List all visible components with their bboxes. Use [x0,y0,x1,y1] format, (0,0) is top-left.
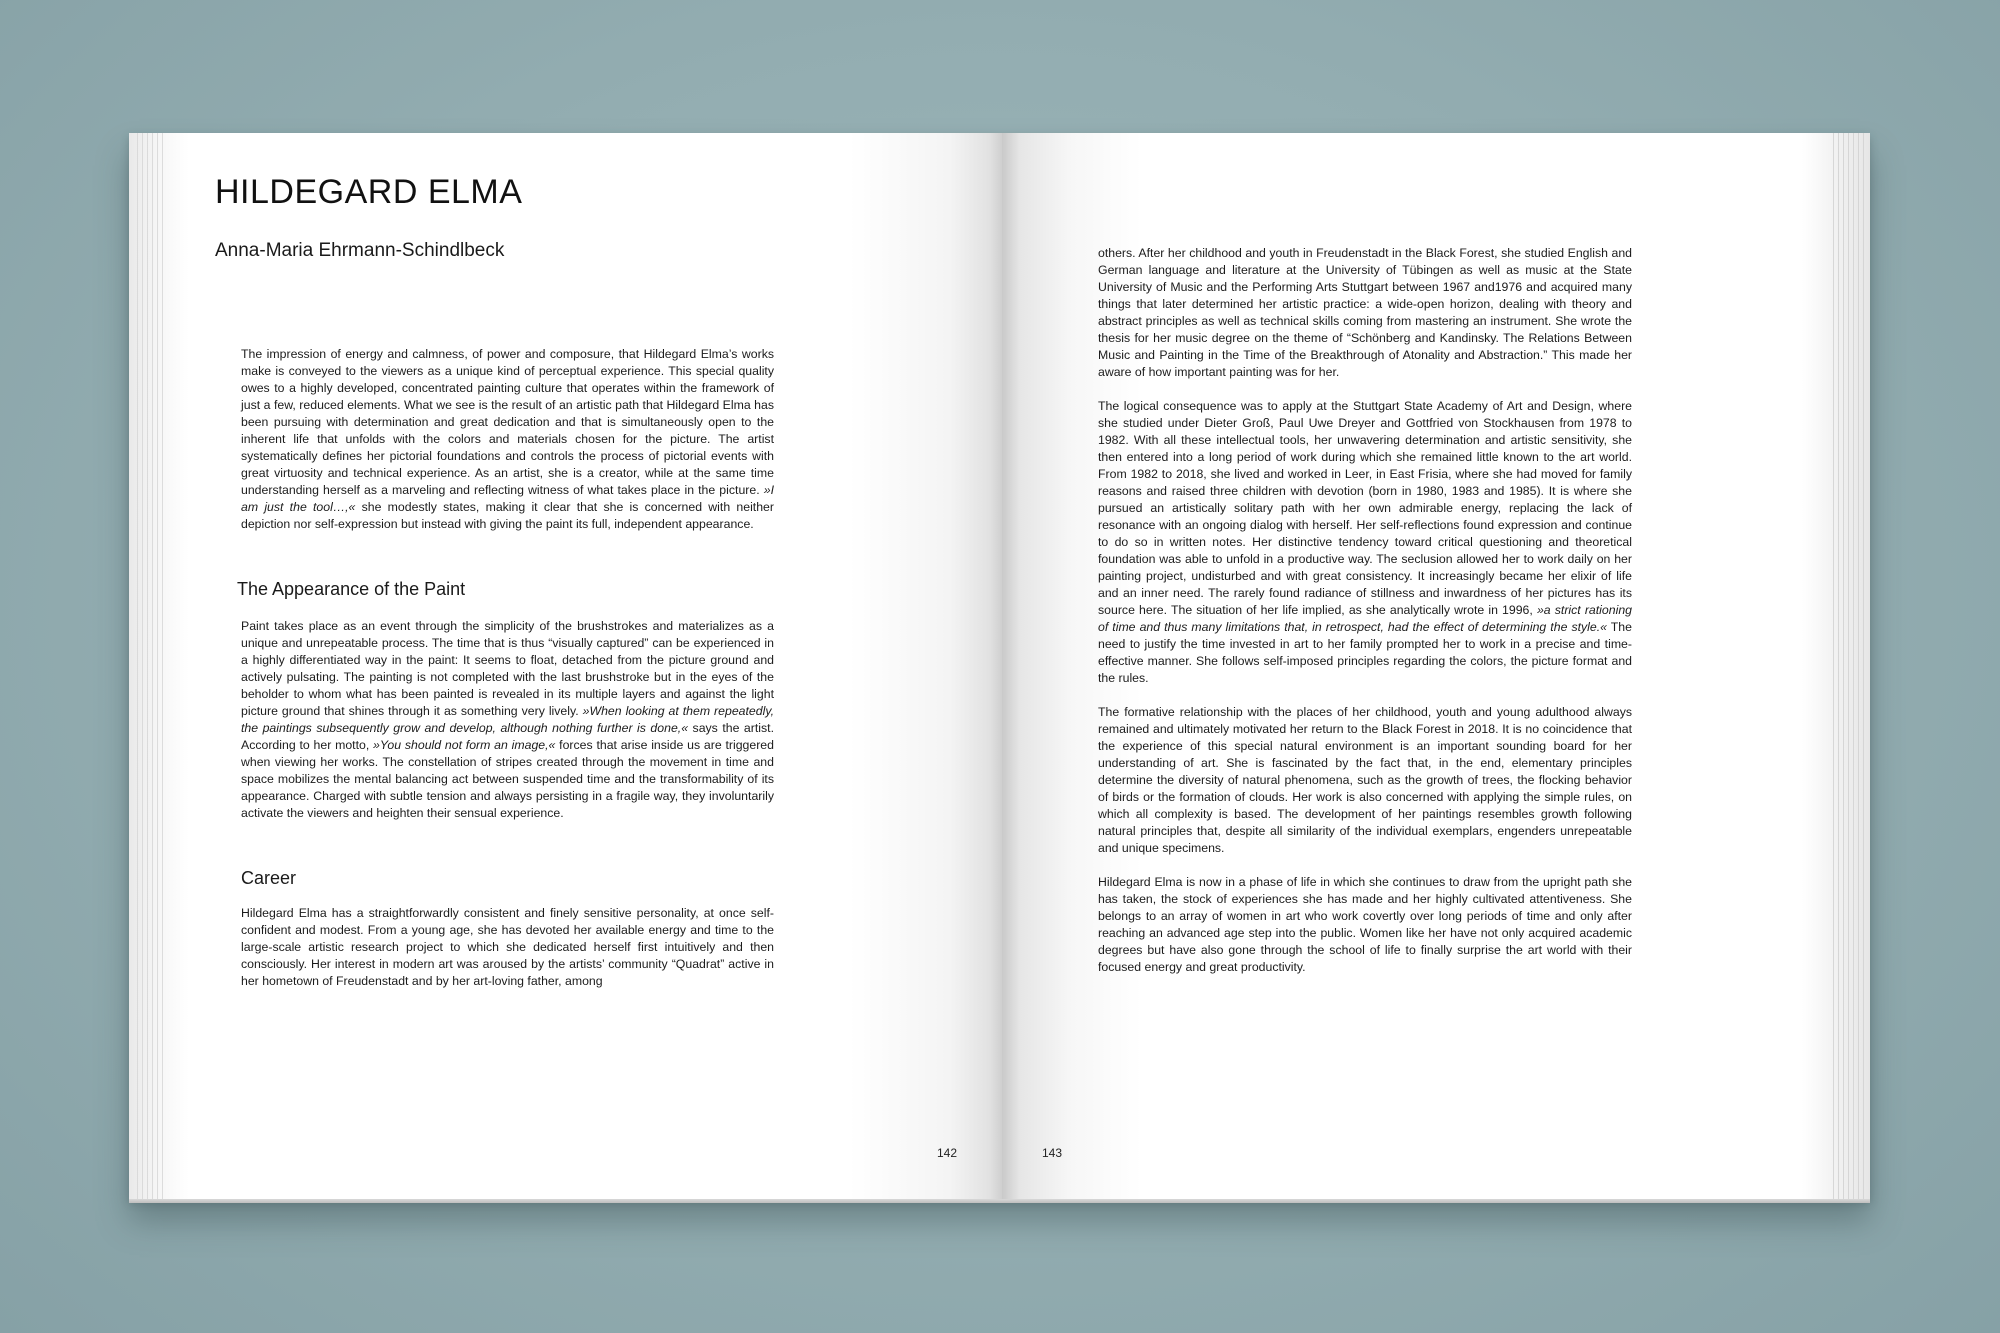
article-title: HILDEGARD ELMA [215,173,523,211]
page-edges-right [1830,133,1864,1199]
right-column [1098,245,1632,976]
intro-text-a: The impression of energy and calmness, of power and composure, that Hildegard Elma’s works make is conveyed to the viewers as a unique kind of perceptual experience. This special quality owes to a highly developed, concentrated painting culture that operates within the framework of just a few, reduced elements. What we see is the result of an artistic path that Hildegard Elma has been pursuing with determination and great dedication and that is simultaneously open to the inherent life that unfolds with the colors and materials chosen for the picture. The artist systematically defines her pictorial foundations and controls the process of pictorial events with great virtuosity and technical experience. As an artist, she is a creator, while at the same time understanding herself as a marveling and reflecting witness of what takes place in the picture. [241,347,774,497]
career-column [241,905,774,990]
right-p2-text-b: The need to justify the time invested in art to her family prompted her to work in a precise and time-effective manner. She follows self-imposed principles regarding the colors, the picture format and the rules. [1098,620,1632,685]
right-paragraph-3: The formative relationship with the places of her childhood, youth and young adulthood always remained and ultimately motivated her return to the Black Forest in 2018. It is no coincidence that the experience of this special natural environment is an important sounding board for her understanding of art. She is fascinated by the fact that, in the end, elementary principles determine the diversity of natural phenomena, such as the growth of trees, the flocking behavior of birds or the formation of clouds. Her work is also concerned with applying the simple rules, on which all complexity is based. The development of her paintings resembles growth following natural principles that, despite all similarity of the individual exemplars, engenders unrepeatable and unique specimens. [1098,705,1632,855]
right-paragraph-4: Hildegard Elma is now in a phase of life in which she continues to draw from the upright path she has taken, the stock of experiences she has made and her highly cultivated attentiveness. She belongs to an array of women in art who work covertly over long periods of time and only after reaching an advanced age step into the public. Women like her have not only acquired academic degrees but have also gone through the school of life to finally surprise the art world with their focused energy and great productivity. [1098,875,1632,974]
page-number-left: 142 [937,1146,958,1160]
appearance-quote-2: »You should not form an image,« [373,738,556,752]
right-paragraph-2 [1098,398,1632,687]
right-page [1002,133,1870,1199]
intro-text-b: she modestly states, making it clear that she is concerned with neither depiction nor self-expression but instead with giving the paint its full, independent appearance. [241,500,774,531]
intro-quote: »I am just the tool…,« [241,483,774,514]
intro-paragraph [241,346,774,533]
page-number-right: 143 [1042,1146,1063,1160]
intro-column [241,346,774,533]
right-p2-text-a: The logical consequence was to apply at the Stuttgart State Academy of Art and Design, where she studied under Dieter Groß, Paul Uwe Dreyer and Gottfried von Stockhausen from 1978 to 1982. With all these intellectual tools, her unwavering determination and artistic sensitivity, she then entered into a long period of work during which she remained little known to the art world. From 1982 to 2018, she lived and worked in Leer, in East Frisia, where she had moved for family reasons and raised three children with devotion (born in 1980, 1983 and 1985). It is where she pursued an artistically solitary path with her own admirable energy, replacing the lack of resonance with an ongoing dialog with herself. Her self-reflections found expression and continue to do so in written notes. Her distinctive tendency toward critical questioning and theoretical foundation was able to unfold in a productive way. The seclusion allowed her to work daily on her painting project, undisturbed and with great consistency. It increasingly became her elixir of life and an inner need. The rarely found radiance of stillness and inwardness of her pictures has its source here. The situation of her life implied, as she analytically wrote in 1996, [1098,399,1632,617]
appearance-text-b: says the artist. According to her motto, [241,721,774,752]
right-paragraph-1: others. After her childhood and youth in Freudenstadt in the Black Forest, she studied English and German language and literature at the University of Tübingen as well as music at the State University of Music and the Performing Arts Stuttgart between 1967 and1976 and acquired many things that later determined her artistic practice: a wide-open horizon, dealing with theory and abstract principles as well as technical skills coming from mastering an instrument. She wrote the thesis for her music degree on the theme of “Schönberg and Kandinsky. The Relations Between Music and Painting in the Time of the Breakthrough of Atonality and Abstraction.” This made her aware of how important painting was for her. [1098,246,1632,379]
page-edges-left [137,133,163,1199]
appearance-text-c: forces that arise inside us are triggered when viewing her works. The constellation of stripes created through the movement in time and space mobilizes the mental balancing act between suspended time and the transformability of its appearance. Charged with subtle tension and always persisting in a fragile way, they involuntarily activate the viewers and heighten their sensual experience. [241,738,774,820]
open-book [129,133,1870,1199]
article-author: Anna-Maria Ehrmann-Schindlbeck [215,240,505,261]
appearance-quote-1: »When looking at them repeatedly, the paintings subsequently grow and develop, although nothing further is done,« [241,704,774,735]
appearance-column [241,618,774,822]
section-heading-appearance: The Appearance of the Paint [237,579,466,599]
book-bottom-edge [129,1199,1870,1203]
left-page [129,133,1002,1199]
section-heading-career: Career [241,868,297,888]
appearance-paragraph [241,618,774,822]
career-paragraph: Hildegard Elma has a straightforwardly consistent and finely sensitive personality, at once self-confident and modest. From a young age, she has devoted her available energy and time to the large-scale artistic research project to which she dedicated herself first intuitively and then consciously. Her interest in modern art was aroused by the artists’ community “Quadrat” active in her hometown of Freudenstadt and by her art-loving father, among [241,906,774,988]
right-p2-quote: »a strict rationing of time and thus many limitations that, in retrospect, had the effect of determining the style.« [1098,603,1633,634]
appearance-text-a: Paint takes place as an event through the simplicity of the brushstrokes and materializes as a unique and unrepeatable process. The time that is thus “visually captured” can be experienced in a highly differentiated way in the paint: It seems to float, detached from the picture ground and actively pulsating. The painting is not completed with the last brushstroke but in the eyes of the beholder to whom what has been painted is revealed in its multiple layers and against the light picture ground that shines through it as something very lively. [241,619,774,718]
